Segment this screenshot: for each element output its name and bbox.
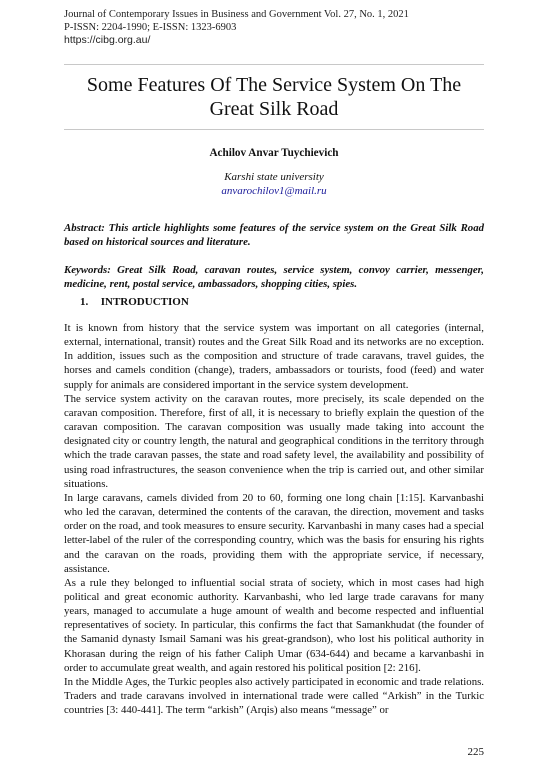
keywords: Keywords: Great Silk Road, caravan routes, service system, convoy carrier, messenger, medicine, rent, postal service, ambassadors, shopping cities, spies. bbox=[64, 264, 484, 290]
paragraph: It is known from history that the service system was important on all categories (internal, external, international, transit) routes and the Great Silk Road and its networks are no exception. In addition, issues such as the composition and structure of trade caravans, travel guides, the horses and camels condition (change), traders, ambassadors or tourists, food (feed) and water supply for animals are considered important in the service system development. bbox=[64, 322, 484, 391]
section-number: 1. bbox=[80, 296, 89, 308]
body-text bbox=[64, 321, 484, 717]
author-name: Achilov Anvar Tuychievich bbox=[209, 147, 339, 159]
section-heading bbox=[80, 296, 189, 308]
journal-citation: Journal of Contemporary Issues in Business and Government Vol. 27, No. 1, 2021 bbox=[64, 9, 409, 20]
journal-issn: P-ISSN: 2204-1990; E-ISSN: 1323-6903 bbox=[64, 21, 237, 33]
section-title: INTRODUCTION bbox=[100, 296, 189, 308]
abstract: Abstract: This article highlights some features of the service system on the Great Silk Road based on historical sources and literature. bbox=[64, 222, 484, 248]
title-bottom-rule bbox=[64, 129, 484, 130]
page-number: 225 bbox=[467, 746, 484, 758]
paragraph: In large caravans, camels divided from 20 to 60, forming one long chain [1:15]. Karvanbashi who led the caravan, determined the contents of the caravan, the direction, movement and tasks order on the road, and took measures to ensure security. Karvanbashi in many cases had a special letter-label of the ruler of the corresponding country, which was the basis for ensuring his rights and the caravan on the roads, providing them with the appropriate service, if necessary, assistance. bbox=[64, 491, 484, 575]
paper-title: Some Features Of The Service System On The Great Silk Road bbox=[86, 74, 462, 120]
title-top-rule bbox=[64, 64, 484, 65]
author-email-link[interactable]: anvarochilov1@mail.ru bbox=[221, 185, 327, 197]
journal-url-link[interactable]: https://cibg.org.au/ bbox=[64, 34, 151, 46]
journal-header bbox=[64, 9, 409, 47]
paragraph: In the Middle Ages, the Turkic peoples also actively participated in economic and trade relations. Traders and trade caravans involved in international trade were called “Arkish” in the Turkic countries [3: 440-441]. The term “arkish” (Arqis) also means “message” or bbox=[64, 675, 484, 717]
author-affiliation-block bbox=[64, 170, 484, 198]
paragraph: The service system activity on the caravan routes, more precisely, its scale depended on the caravan composition. Therefore, first of all, it is necessary to briefly explain the question of the caravan composition. The caravan composition was usually made taking into account the designated city or country length, the natural and geographical conditions in the territory through which the trade caravan passes, the state and road safety level, the availability and possibility of using road infrastructures, the season convenience when the trip is carried out, and other similar situations. bbox=[64, 392, 484, 490]
affiliation: Karshi state university bbox=[224, 171, 324, 183]
paragraph: As a rule they belonged to influential social strata of society, which in most cases had high political and great economic authority. Karvanbashi, who led large trade caravans for many years, managed to accumulate a huge amount of wealth and become respected and influential representatives of society. In particular, this confirms the fact that Samankhudat (the founder of the Samanid dynasty Ismail Samani was his great-grandson), who lost his political authority in Khorasan during the reign of his father Caliph Umar (634-644) and became a karvanbashi in order to accumulate great wealth, and again restored his political position [2: 216]. bbox=[64, 576, 484, 674]
